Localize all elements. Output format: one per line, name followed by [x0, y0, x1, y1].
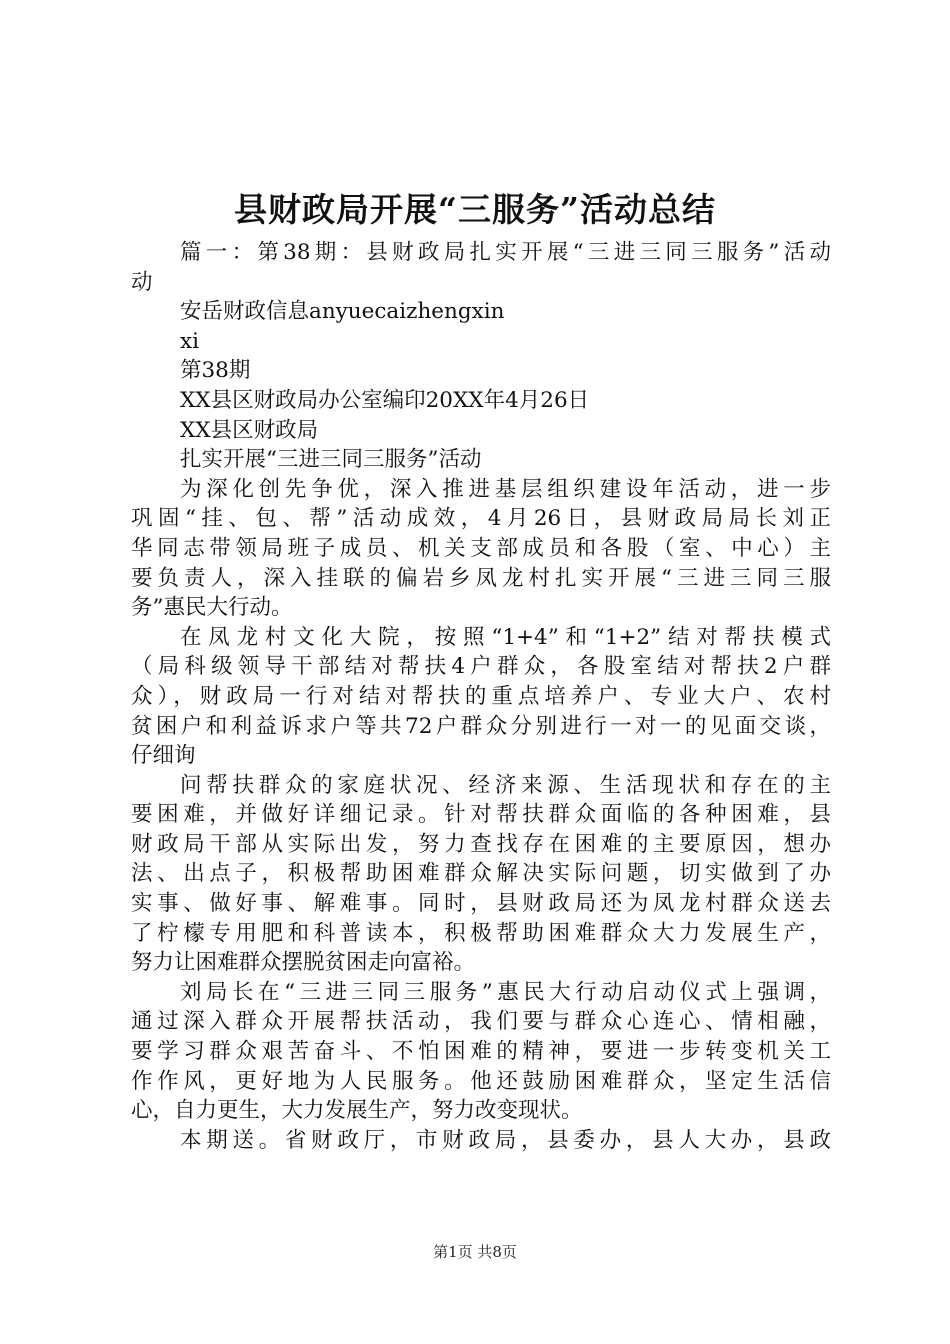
text-line: 要负责人，深入挂联的偏岩乡凤龙村扎实开展“三进三同三服: [131, 565, 831, 591]
text-line: 扎实开展“三进三同三服务”活动: [180, 447, 482, 473]
text-line: 众），财政局一行对结对帮扶的重点培养户、专业大户、农村: [131, 683, 831, 709]
text-line: XX县区财政局: [180, 417, 319, 443]
text-line: 华同志带领局班子成员、机关支部成员和各股（室、中心）主: [131, 535, 831, 561]
text-line: 作作风，更好地为人民服务。他还鼓励困难群众，坚定生活信: [131, 1068, 831, 1094]
text-line: 努力让困难群众摆脱贫困走向富裕。: [131, 950, 476, 976]
text-line: 篇一：第38期：县财政局扎实开展“三进三同三服务”活动: [180, 240, 831, 265]
text-line: 巩固“挂、包、帮”活动成效，4月26日，县财政局局长刘正: [131, 506, 831, 532]
text-line: 了柠檬专用肥和科普读本，积极帮助困难群众大力发展生产，: [131, 920, 831, 946]
document-title: 县财政局开展“三服务”活动总结: [234, 190, 716, 229]
text-line: xi: [180, 328, 200, 354]
text-line: 仔细询: [131, 743, 196, 769]
text-line: 问帮扶群众的家庭状况、经济来源、生活现状和存在的主: [180, 772, 831, 798]
text-line: 刘局长在“三进三同三服务”惠民大行动启动仪式上强调，: [180, 979, 831, 1005]
text-line: XX县区财政局办公室编印20XX年4月26日: [180, 387, 590, 413]
text-line: 第38期: [180, 358, 251, 384]
text-line: 贫困户和利益诉求户等共72户群众分别进行一对一的见面交谈，: [131, 713, 831, 739]
text-line: 务”惠民大行动。: [131, 595, 293, 621]
page-footer: 第1页 共8页: [433, 1243, 517, 1261]
text-line: 本期送。省财政厅，市财政局，县委办，县人大办，县政: [180, 1127, 831, 1153]
text-line: 要困难，并做好详细记录。针对帮扶群众面临的各种困难，县: [131, 802, 831, 828]
text-line: 为深化创先争优，深入推进基层组织建设年活动，进一步: [180, 476, 831, 502]
text-line: 法、出点子，积极帮助困难群众解决实际问题，切实做到了办: [131, 861, 831, 887]
document-body: [131, 238, 831, 1155]
text-line: 要学习群众艰苦奋斗、不怕困难的精神，要进一步转变机关工: [131, 1039, 831, 1065]
text-line: 实事、做好事、解难事。同时，县财政局还为凤龙村群众送去: [131, 891, 831, 917]
text-line: 安岳财政信息anyuecaizhengxin: [180, 299, 505, 325]
text-line: 财政局干部从实际出发，努力查找存在困难的主要原因，想办: [131, 831, 831, 857]
text-line: 通过深入群众开展帮扶活动，我们要与群众心连心、情相融，: [131, 1009, 831, 1035]
text-line: 动: [131, 269, 153, 295]
text-line: 在凤龙村文化大院，按照“1+4”和“1+2”结对帮扶模式: [180, 624, 831, 650]
text-line: （局科级领导干部结对帮扶4户群众，各股室结对帮扶2户群: [131, 654, 831, 680]
text-line: 心，自力更生，大力发展生产，努力改变现状。: [131, 1098, 583, 1124]
